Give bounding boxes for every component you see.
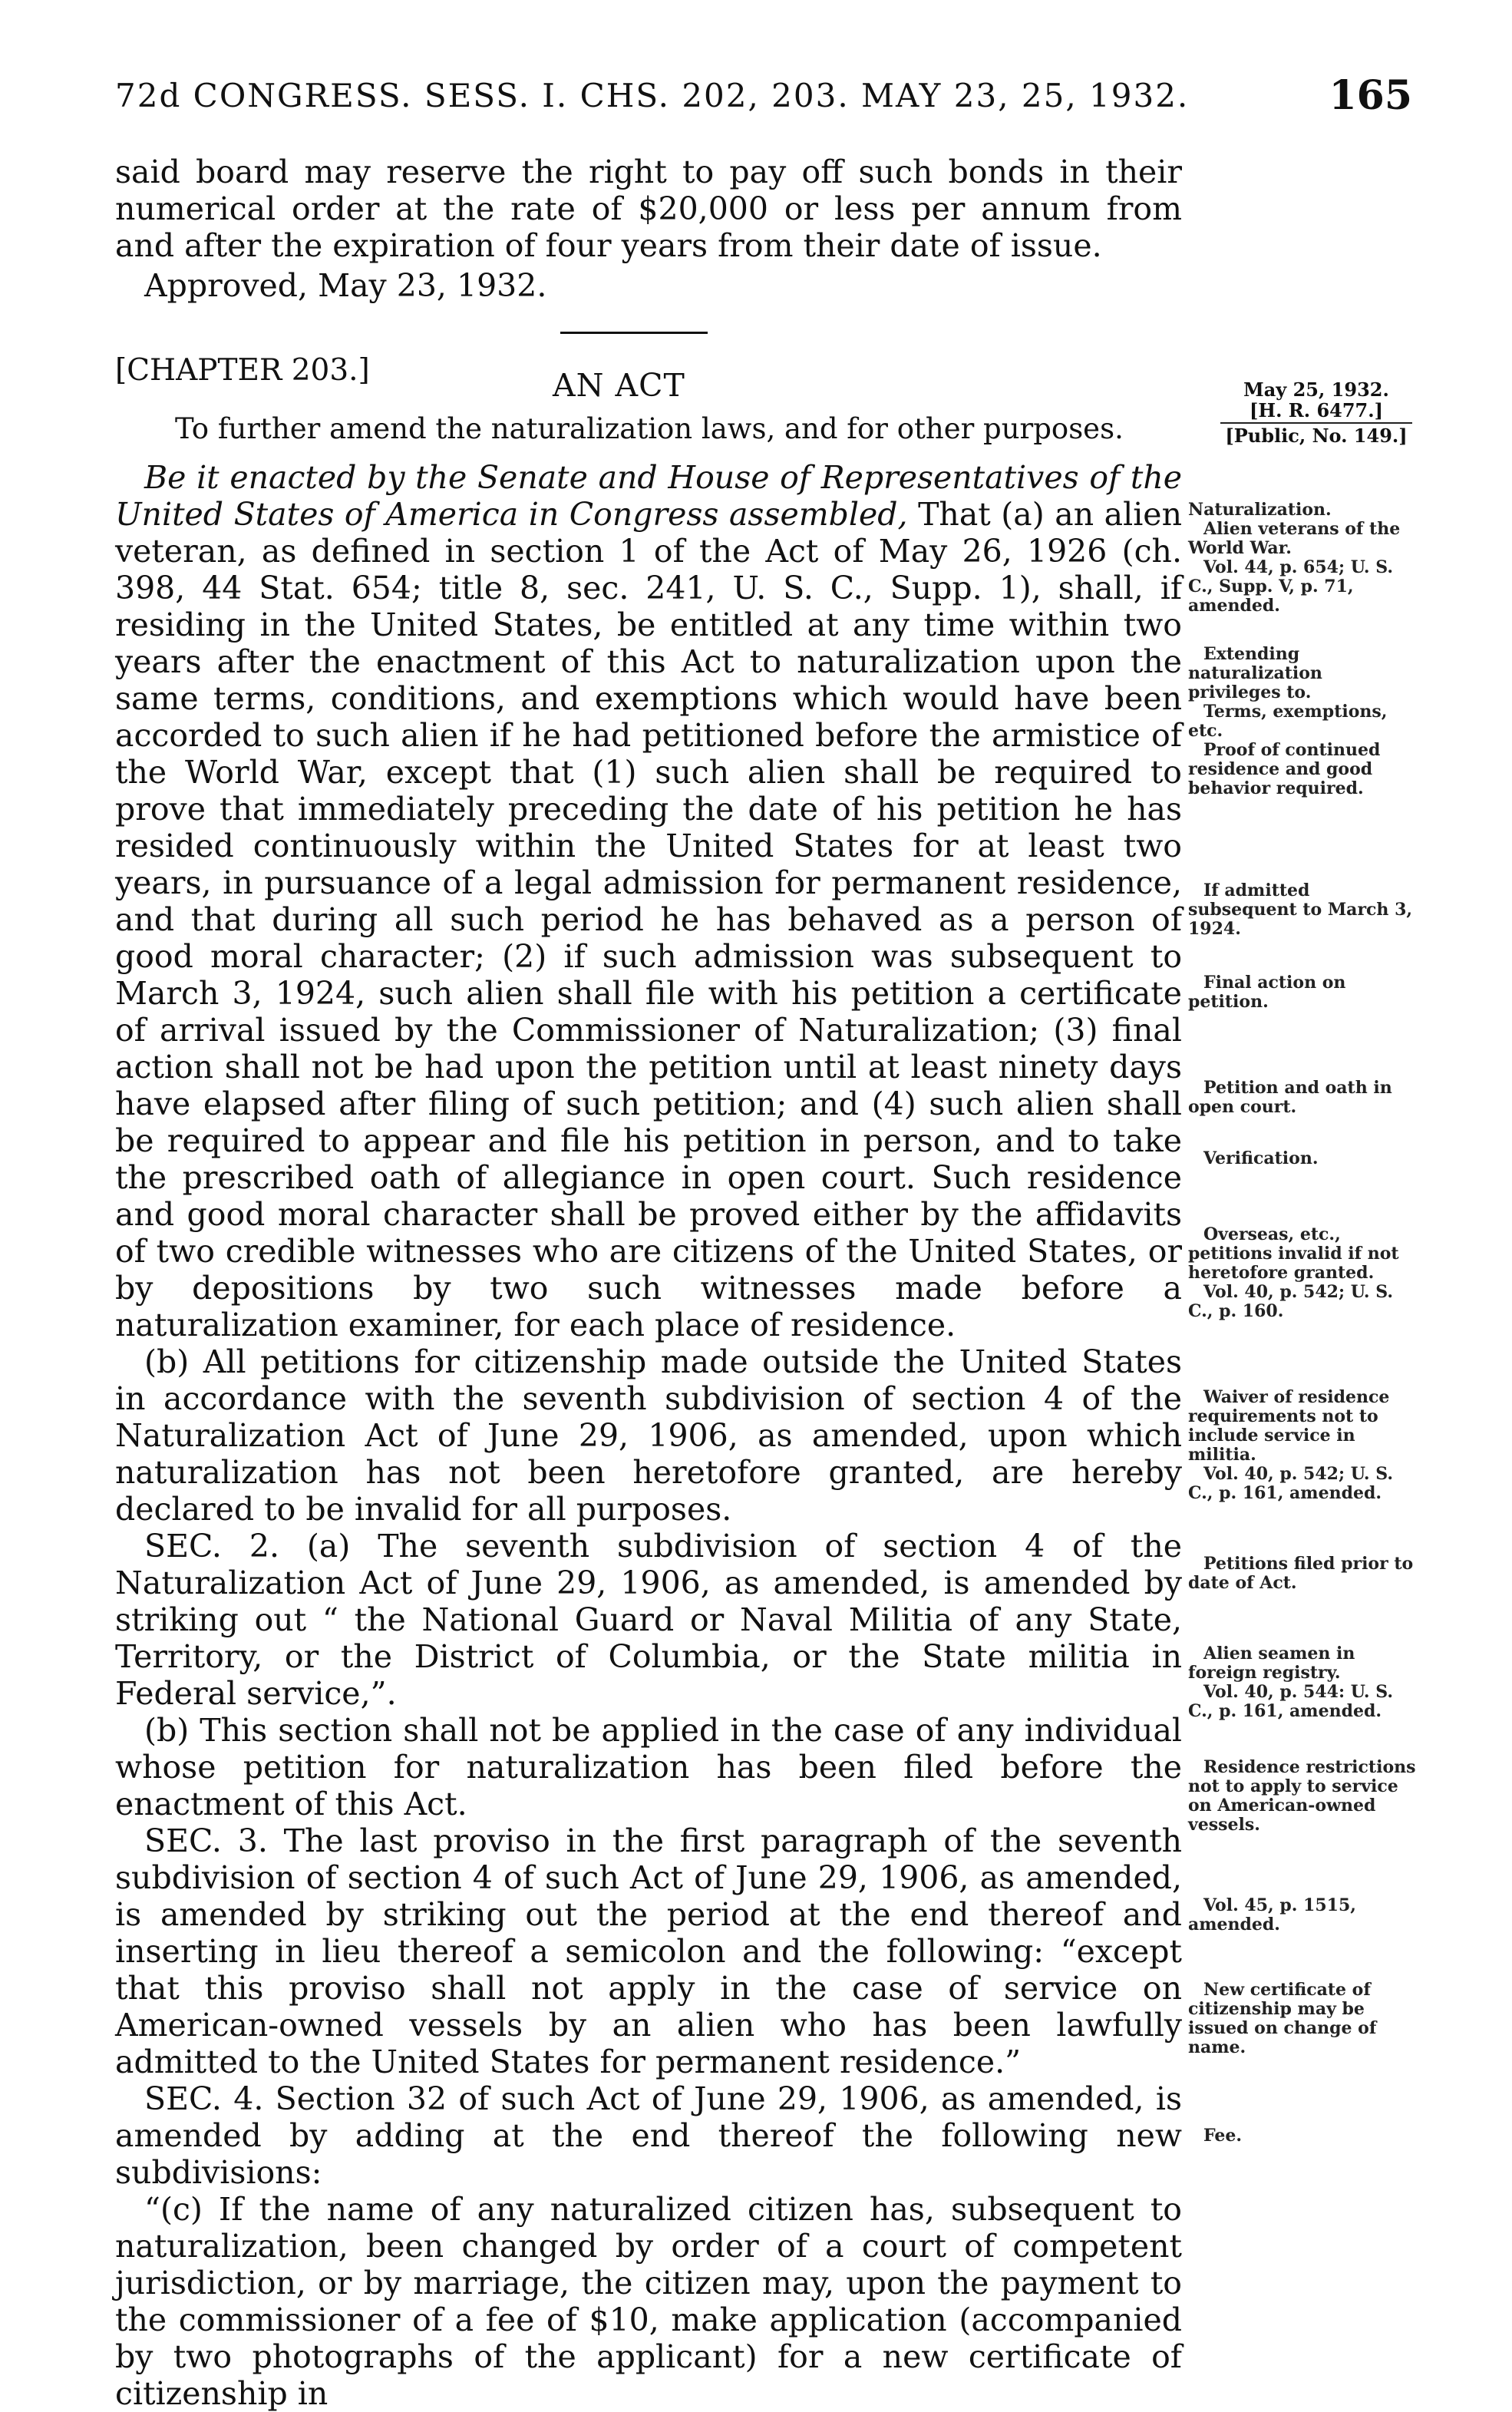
margin-note: Vol. 45, p. 1515, amended. — [1188, 1895, 1356, 1935]
bill-date: May 25, 1932. — [1243, 378, 1389, 401]
enacting-paragraph — [115, 459, 1182, 1343]
running-head: 72d CONGRESS. SESS. I. CHS. 202, 203. MAY 23, 25, 1932. — [115, 77, 1190, 114]
section-divider — [560, 332, 708, 334]
margin-note: New certificate of citizenship may be issued on change of name. — [1188, 1980, 1377, 2057]
margin-note: Waiver of residence requirements not to include service in militia. Vol. 40, p. 542; U. S. C., p. 161, amended. — [1188, 1387, 1393, 1503]
section-2a: SEC. 2. (a) The seventh subdivision of section 4 of the Naturalization Act of June 29, 1906, as amended, is amended by striking out “ the National Guard or Naval Militia of any State, Territory, or the District of Columbia, or the State militia in Federal service,”. — [115, 1528, 1182, 1712]
bill-divider — [1220, 422, 1412, 424]
margin-note: Verification. — [1203, 1148, 1319, 1168]
chapter-label: [CHAPTER 203.] — [115, 353, 370, 388]
margin-note: Naturalization. Alien veterans of the World War. Vol. 44, p. 654; U. S. C., Supp. V, p. 71, amended. — [1188, 500, 1401, 616]
running-header — [115, 72, 1412, 131]
subdivision-c: “(c) If the name of any naturalized citizen has, subsequent to naturalization, been changed by order of a court of competent jurisdiction, or by marriage, the citizen may, upon the payment to the commissioner of a fee of $10, make application (accompanied by two photographs of the applicant) for a new certificate of citizenship in — [115, 2191, 1182, 2412]
margin-note: Overseas, etc., petitions invalid if not heretofore granted. Vol. 40, p. 542; U. S. C., p. 160. — [1188, 1224, 1399, 1321]
page-number: 165 — [1329, 72, 1412, 119]
act-body — [115, 459, 1182, 2412]
continuation-paragraph — [115, 154, 1182, 264]
margin-note: Residence restrictions not to apply to service on American-owned vessels. — [1188, 1757, 1416, 1835]
section-1b: (b) All petitions for citizenship made outside the United States in accordance with the seventh subdivision of section 4 of the Naturalization Act of June 29, 1906, as amended, upon which naturalization has not been heretofore granted, are hereby declared to be invalid for all purposes. — [115, 1343, 1182, 1528]
paragraph-text: said board may reserve the right to pay off such bonds in their numerical order at the rate of $20,000 or less per annum from and after the expiration of four years from their date of issue. — [115, 154, 1182, 264]
act-title: To further amend the naturalization laws, and for other purposes. — [175, 412, 1124, 445]
bill-number: [H. R. 6477.] — [1250, 399, 1383, 421]
section-2b: (b) This section shall not be applied in the case of any individual whose petition for naturalization has been filed before the enactment of this Act. — [115, 1712, 1182, 1822]
section-3: SEC. 3. The last proviso in the first paragraph of the seventh subdivision of section 4 of such Act of June 29, 1906, as amended, is amended by striking out the period at the end thereof and inserting in lieu thereof a semicolon and the following: “except that this proviso shall not apply in the case of service on American-owned vessels by an alien who has been lawfully admitted to the United States for permanent residence.” — [115, 1822, 1182, 2080]
margin-note: Fee. — [1203, 2126, 1243, 2146]
approval-line: Approved, May 23, 1932. — [144, 267, 547, 304]
section-4: SEC. 4. Section 32 of such Act of June 29, 1906, as amended, is amended by adding at the end thereof the following new subdivisions: — [115, 2080, 1182, 2191]
public-law-number: [Public, No. 149.] — [1225, 425, 1408, 447]
margin-note: Petition and oath in open court. — [1188, 1078, 1392, 1117]
margin-note: Alien seamen in foreign registry. Vol. 40, p. 544: U. S. C., p. 161, amended. — [1188, 1644, 1393, 1721]
section-1-text: That (a) an alien veteran, as defined in section 1 of the Act of May 26, 1926 (ch. 398, 44 Stat. 654; title 8, sec. 241, U. S. C., Supp. 1), shall, if residing in the United States, be entitled at any time within two years after the enactment of this Act to naturalization upon the same terms, conditions, and exemptions which would have been accorded to such alien if he had petitioned before the armistice of the World War, except that (1) such alien shall be required to prove that immediately preceding the date of his petition he has resided continuously within the United States for at least two years, in pursuance of a legal admission for permanent residence, and that during all such period he has behaved as a person of good moral character; (2) if such admission was subsequent to March 3, 1924, such alien shall file with his petition a certificate of arrival issued by the Commissioner of Naturalization; (3) final action shall not be had upon the petition until at least ninety days have elapsed after filing of such petition; and (4) such alien shall be required to appear and file his petition in person, and to take the prescribed oath of allegiance in open court. Such residence and good moral character shall be proved either by the affidavits of two credible witnesses who are citizens of the United States, or by depositions by two such witnesses made before a naturalization examiner, for each place of residence. — [115, 496, 1182, 1343]
bill-info — [1220, 379, 1412, 446]
margin-note: Extending naturalization privileges to. Terms, exemptions, etc. Proof of continued residence and good behavior required. — [1188, 644, 1388, 798]
margin-note: If admitted subsequent to March 3, 1924. — [1188, 881, 1413, 939]
enacting-clause: Be it enacted by the Senate and House of Representatives of the United States of America in Congress assembled, — [115, 459, 1182, 533]
act-heading: AN ACT — [553, 367, 685, 404]
margin-note: Final action on petition. — [1188, 973, 1346, 1012]
margin-note: Petitions filed prior to date of Act. — [1188, 1554, 1414, 1593]
